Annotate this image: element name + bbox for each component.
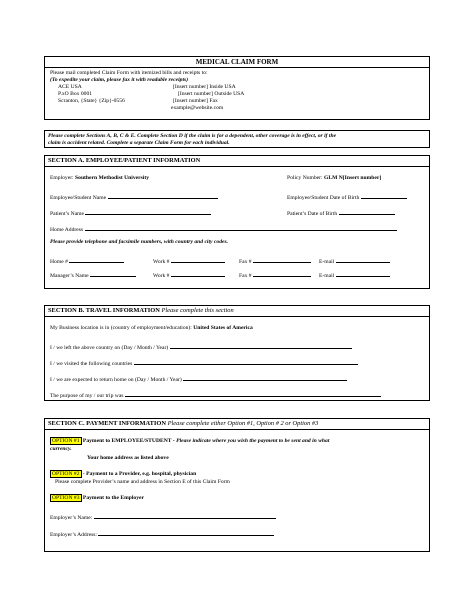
section-b-heading [45, 306, 429, 317]
employee-dob-field[interactable] [361, 192, 407, 199]
header-box [44, 56, 430, 120]
mail-instruction: Please mail completed Claim Form with itemized bills and receipts to: [50, 70, 208, 76]
option-1-sub: Your home address as listed above [87, 455, 169, 461]
business-location-value: United States of America [193, 325, 253, 331]
employee-name-label: Employee/Student Name [50, 195, 107, 201]
patient-name-field[interactable] [85, 208, 211, 215]
phone-outside: [Insert number] Outside USA [178, 91, 245, 97]
email-label: E-mail [319, 259, 335, 265]
section-c-heading [45, 419, 429, 430]
employer-row [50, 175, 149, 182]
address-line-3: Scranton, {State} {Zip}-0556 [58, 98, 125, 104]
employer-name-label: Employer’s Name: [50, 515, 93, 521]
left-date-label: I / we left the above country on (Day / Month / Year) [50, 345, 169, 351]
section-c-title: SECTION C. PAYMENT INFORMATION [48, 420, 166, 427]
home-address-field[interactable] [85, 224, 397, 231]
return-date-field[interactable] [183, 374, 347, 381]
employee-name-field[interactable] [108, 192, 218, 199]
work-phone-label: Work # [153, 259, 170, 265]
email-address: example@website.com [171, 105, 224, 111]
section-b-note: Please complete this section [161, 307, 234, 314]
email-field[interactable] [336, 256, 390, 263]
option-1-title: Payment to EMPLOYEE/STUDENT [82, 438, 172, 444]
work-phone-field[interactable] [171, 256, 225, 263]
instructions-line-2: claim is accident related. Complete a separate Claim Form for each individual. [48, 139, 230, 146]
phone-note: Please provide telephone and facsimile numbers, with country and city codes. [50, 239, 229, 245]
section-c [44, 418, 430, 552]
fax-instruction: (To expedite your claim, please fax it with readable receipts) [50, 77, 189, 83]
employer-address-label: Employer’s Address: [50, 532, 97, 538]
manager-name-label: Manager’s Name [50, 273, 89, 279]
address-line-1: ACE USA [58, 84, 82, 90]
section-c-note: Please complete either Option #1, Option # 2 or Option #3 [167, 420, 319, 427]
instructions-box [44, 130, 430, 148]
section-a-heading: SECTION A. EMPLOYEE/PATIENT INFORMATION [45, 156, 429, 167]
manager-work-field[interactable] [171, 270, 225, 277]
policy-value: GLM N[Insert number] [324, 175, 382, 181]
option-1-note-cont: currency. [50, 446, 72, 452]
manager-work-label: Work # [153, 273, 170, 279]
employer-name-field[interactable] [94, 512, 276, 519]
section-a [44, 155, 430, 289]
fax-field[interactable] [253, 256, 311, 263]
option-2-title: - Payment to a Provider, e.g. hospital, physician [82, 471, 197, 477]
employer-address-field[interactable] [98, 529, 274, 536]
manager-email-label: E-mail [319, 273, 335, 279]
employer-value: Southern Methodist University [75, 175, 149, 181]
manager-fax-field[interactable] [253, 270, 311, 277]
home-address-label: Home Address [50, 227, 84, 233]
section-b [44, 305, 430, 401]
option-3-tag: OPTION #3 [52, 495, 80, 501]
form-title: MEDICAL CLAIM FORM [45, 57, 429, 68]
visited-countries-field[interactable] [134, 358, 358, 365]
option-1-tag: OPTION #1 [52, 438, 80, 444]
employee-dob-label: Employee/Student Date of Birth [287, 195, 360, 201]
patient-dob-label: Patient’s Date of Birth [287, 211, 338, 217]
visited-countries-label: I / we visited the following countries [50, 361, 133, 367]
trip-purpose-field[interactable] [125, 390, 381, 397]
patient-dob-field[interactable] [339, 208, 395, 215]
policy-label: Policy Number: [287, 175, 323, 181]
option-2-tag: OPTION #2 [52, 471, 80, 477]
return-date-label: I / we are expected to return home on (Day / Month / Year) [50, 377, 182, 383]
manager-email-field[interactable] [336, 270, 390, 277]
option-2-sub: Please complete Provider’s name and address in Section E of this Claim Form [55, 479, 230, 485]
address-line-2: P.xO Box 0001 [58, 91, 93, 97]
left-date-field[interactable] [170, 342, 352, 349]
instructions-line-1: Please complete Sections A, B, C & E. Complete Section D if the claim is for a dependent, other coverage is in effect, or if the [48, 133, 337, 139]
home-phone-field[interactable] [69, 256, 124, 263]
employer-label: Employer: [50, 175, 74, 181]
policy-row [287, 175, 381, 182]
patient-name-label: Patient’s Name [50, 211, 85, 217]
manager-name-field[interactable] [90, 270, 136, 277]
trip-purpose-label: The purpose of my / our trip was [50, 393, 124, 399]
home-phone-label: Home # [50, 259, 68, 265]
fax-number: [Insert number] Fax [173, 98, 218, 104]
option-1-note: - Please indicate where you wish the payment to be sent and in what [172, 438, 330, 444]
manager-fax-label: Fax # [239, 273, 252, 279]
option-3-title: Payment to the Employer [82, 495, 144, 501]
fax-label: Fax # [239, 259, 252, 265]
section-b-title: SECTION B. TRAVEL INFORMATION [48, 307, 160, 314]
business-location-label: My Business location is in (country of employment/education): [50, 325, 192, 331]
phone-inside: [Insert number] Inside USA [173, 84, 236, 90]
